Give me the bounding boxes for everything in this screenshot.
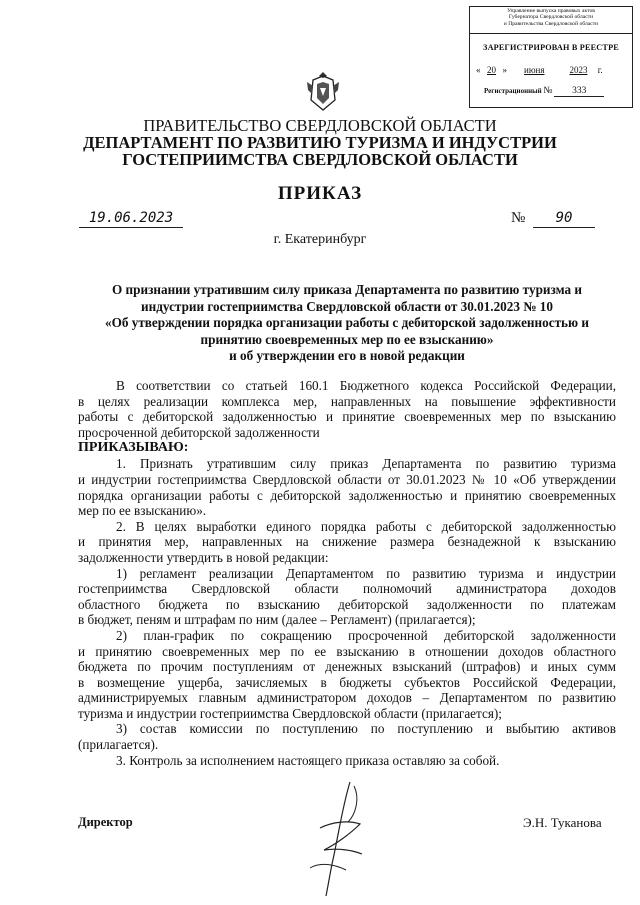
coat-of-arms-icon [305, 70, 341, 114]
stamp-date [470, 65, 632, 75]
item-1 [78, 456, 616, 518]
header-department-line2: ГОСТЕПРИИМСТВА СВЕРДЛОВСКОЙ ОБЛАСТИ [122, 150, 518, 169]
registration-stamp [469, 6, 633, 108]
item-2-3 [78, 721, 616, 752]
document-number: 90 [533, 210, 595, 228]
stamp-day: 20 [487, 65, 496, 75]
stamp-header-line: Губернатора Свердловской области [508, 14, 594, 21]
text-line: задолженности утвердить в новой редакции: [78, 549, 329, 565]
document-body [78, 378, 616, 768]
text-line: 1. Признать утратившим силу приказ Департамента по развитию туризма [116, 456, 616, 472]
text-line: туризма и индустрии гостеприимства Свердловской области (прилагается); [78, 705, 502, 721]
item-2-1 [78, 566, 616, 628]
document-type: ПРИКАЗ [277, 183, 363, 204]
document-date: 19.06.2023 [79, 210, 183, 228]
title-line: индустрии гостеприимства Свердловской области от 30.01.2023 № 10 [141, 298, 553, 314]
text-line: просроченной дебиторской задолженности [78, 424, 320, 440]
text-line: мер по ее взысканию». [78, 503, 207, 519]
header-department-line1: ДЕПАРТАМЕНТ ПО РАЗВИТИЮ ТУРИЗМА И ИНДУСТРИИ [83, 133, 557, 152]
stamp-num-sign: № [543, 86, 553, 96]
stamp-header-line: Управление выпуска правовых актов [507, 8, 595, 14]
text-line: 3) состав комиссии по поступлению по поступлению и выбытию активов [116, 721, 616, 737]
stamp-reg-label: Регистрационный [484, 87, 542, 95]
title-line: «Об утверждении порядка организации работы с дебиторской задолженностью и [104, 315, 589, 330]
signatory-position: Директор [78, 815, 133, 829]
text-line: 2. В целях выработки единого порядка работы с дебиторской задолженностью [116, 518, 616, 534]
title-line: О признании утратившим силу приказа Департамента по развитию туризма и [112, 282, 582, 297]
item-2-2 [78, 628, 616, 722]
document-city: г. Екатеринбург [273, 232, 367, 247]
title-line: и об утверждении его в новой редакции [229, 348, 465, 363]
text-line: 3. Контроль за исполнением настоящего приказа оставляю за собой. [116, 752, 500, 768]
stamp-year: 2023 [569, 65, 588, 75]
text-line: в целях реализации комплекса мер, направленных на повышение эффективности [78, 393, 616, 409]
stamp-year-suffix: г. [597, 65, 603, 75]
document-number-label: № [511, 210, 526, 226]
prikazyvayu-heading: ПРИКАЗЫВАЮ: [78, 440, 189, 456]
stamp-month: июня [524, 65, 545, 75]
text-line: администрируемых главным администратором доходов – Департаментом по развитию [78, 690, 616, 706]
text-line: областного бюджета по взысканию дебиторской задолженности по платежам [78, 596, 616, 612]
stamp-header-line: и Правительства Свердловской области [503, 20, 599, 27]
text-line: В соответствии со статьей 160.1 Бюджетного кодекса Российской Федерации, [116, 378, 616, 393]
signatory-name: Э.Н. Туканова [523, 815, 602, 830]
stamp-reg-number: 333 [554, 86, 604, 97]
stamp-header [470, 7, 632, 34]
text-line: 1) регламент реализации Департаментом по развитию туризма и индустрии [116, 565, 616, 581]
text-line: работы с дебиторской задолженностью и принятие своевременных мер по взысканию [78, 409, 616, 425]
item-3 [78, 753, 616, 769]
handwritten-signature [290, 778, 400, 900]
title-line: принятию своевременных мер по ее взысканию» [200, 331, 494, 347]
stamp-quote-open: « [476, 65, 481, 75]
text-line: и индустрии гостеприимства Свердловской области от 30.01.2023 № 10 «Об утверждении [78, 471, 616, 487]
document-title [78, 282, 616, 365]
stamp-reg-number-row [470, 86, 632, 97]
header-government: ПРАВИТЕЛЬСТВО СВЕРДЛОВСКОЙ ОБЛАСТИ [143, 116, 497, 135]
item-2 [78, 519, 616, 566]
text-line: 2) план-график по сокращению просроченной дебиторской задолженности [116, 627, 616, 643]
text-line: в бюджет, пеням и штрафам по ним (далее – Регламент) (прилагается); [78, 612, 476, 628]
text-line: в возмещение ущерба, зачисляемых в бюджеты субъектов Российской Федерации, [78, 674, 616, 690]
text-line: (прилагается). [78, 737, 159, 753]
text-line: бюджета по прочим поступлениям от денежных взысканий (штрафов) и иных сумм [78, 659, 616, 675]
stamp-quote-close: » [502, 65, 507, 75]
stamp-registered-label: ЗАРЕГИСТРИРОВАН В РЕЕСТРЕ [483, 43, 619, 52]
text-line: и принятия мер, направленных на снижение размера безнадежной к взысканию [78, 534, 616, 550]
text-line: и принятию своевременных мер по ее взысканию в отношении доходов областного [78, 643, 616, 659]
intro-paragraph [78, 378, 616, 440]
text-line: порядка организации работы с дебиторской задолженностью и принятию своевременных [78, 487, 616, 503]
text-line: гостеприимства Свердловской области полномочий администратора доходов [78, 581, 616, 597]
